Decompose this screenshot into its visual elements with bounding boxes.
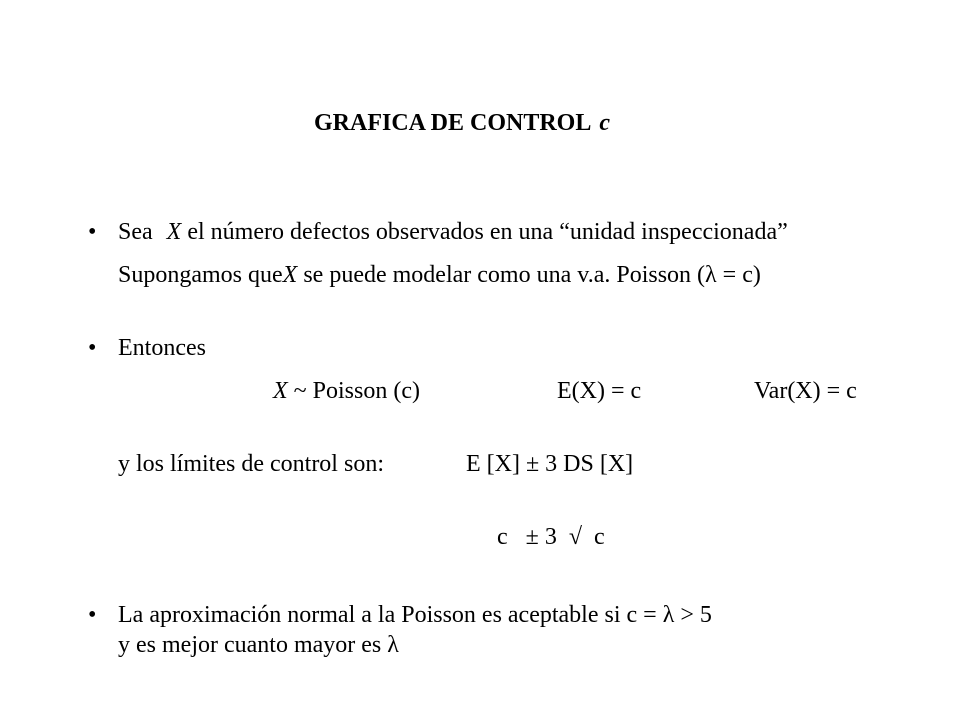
section1-line1-prefix: Sea [118,219,153,245]
section1-line2-rest: se puede modelar como una v.a. Poisson (λ = c) [303,262,761,288]
section1-line1-var: X [166,219,182,245]
distribution-statement [273,377,420,405]
section3-line2: y es mejor cuanto mayor es λ [118,632,399,658]
limits-simplified: c ± 3 √ c [497,524,605,550]
limits-label: y los límites de control son: [118,451,384,477]
bullet-3: • [88,602,97,628]
limits-formula: E [X] ± 3 DS [X] [466,451,634,477]
title-text: GRAFICA DE CONTROL [314,110,592,136]
section3-line1: La aproximación normal a la Poisson es aceptable si c = λ > 5 [118,602,712,628]
distribution-var: X [273,378,288,404]
title-variable: c [599,110,611,136]
section1-line2-var: X [282,262,298,288]
variance-formula: Var(X) = c [754,378,857,404]
section1-line2 [118,261,761,289]
section1-line1 [118,218,788,246]
distribution-text: ~ Poisson (c) [293,378,420,404]
section1-line1-rest: el número defectos observados en una “unidad inspeccionada” [187,219,788,245]
bullet-1: • [88,219,97,245]
section2-heading: Entonces [118,335,206,361]
expectation-formula: E(X) = c [557,378,642,404]
slide-title [314,110,610,137]
bullet-2: • [88,335,97,361]
section1-line2-prefix: Supongamos que [118,262,283,288]
